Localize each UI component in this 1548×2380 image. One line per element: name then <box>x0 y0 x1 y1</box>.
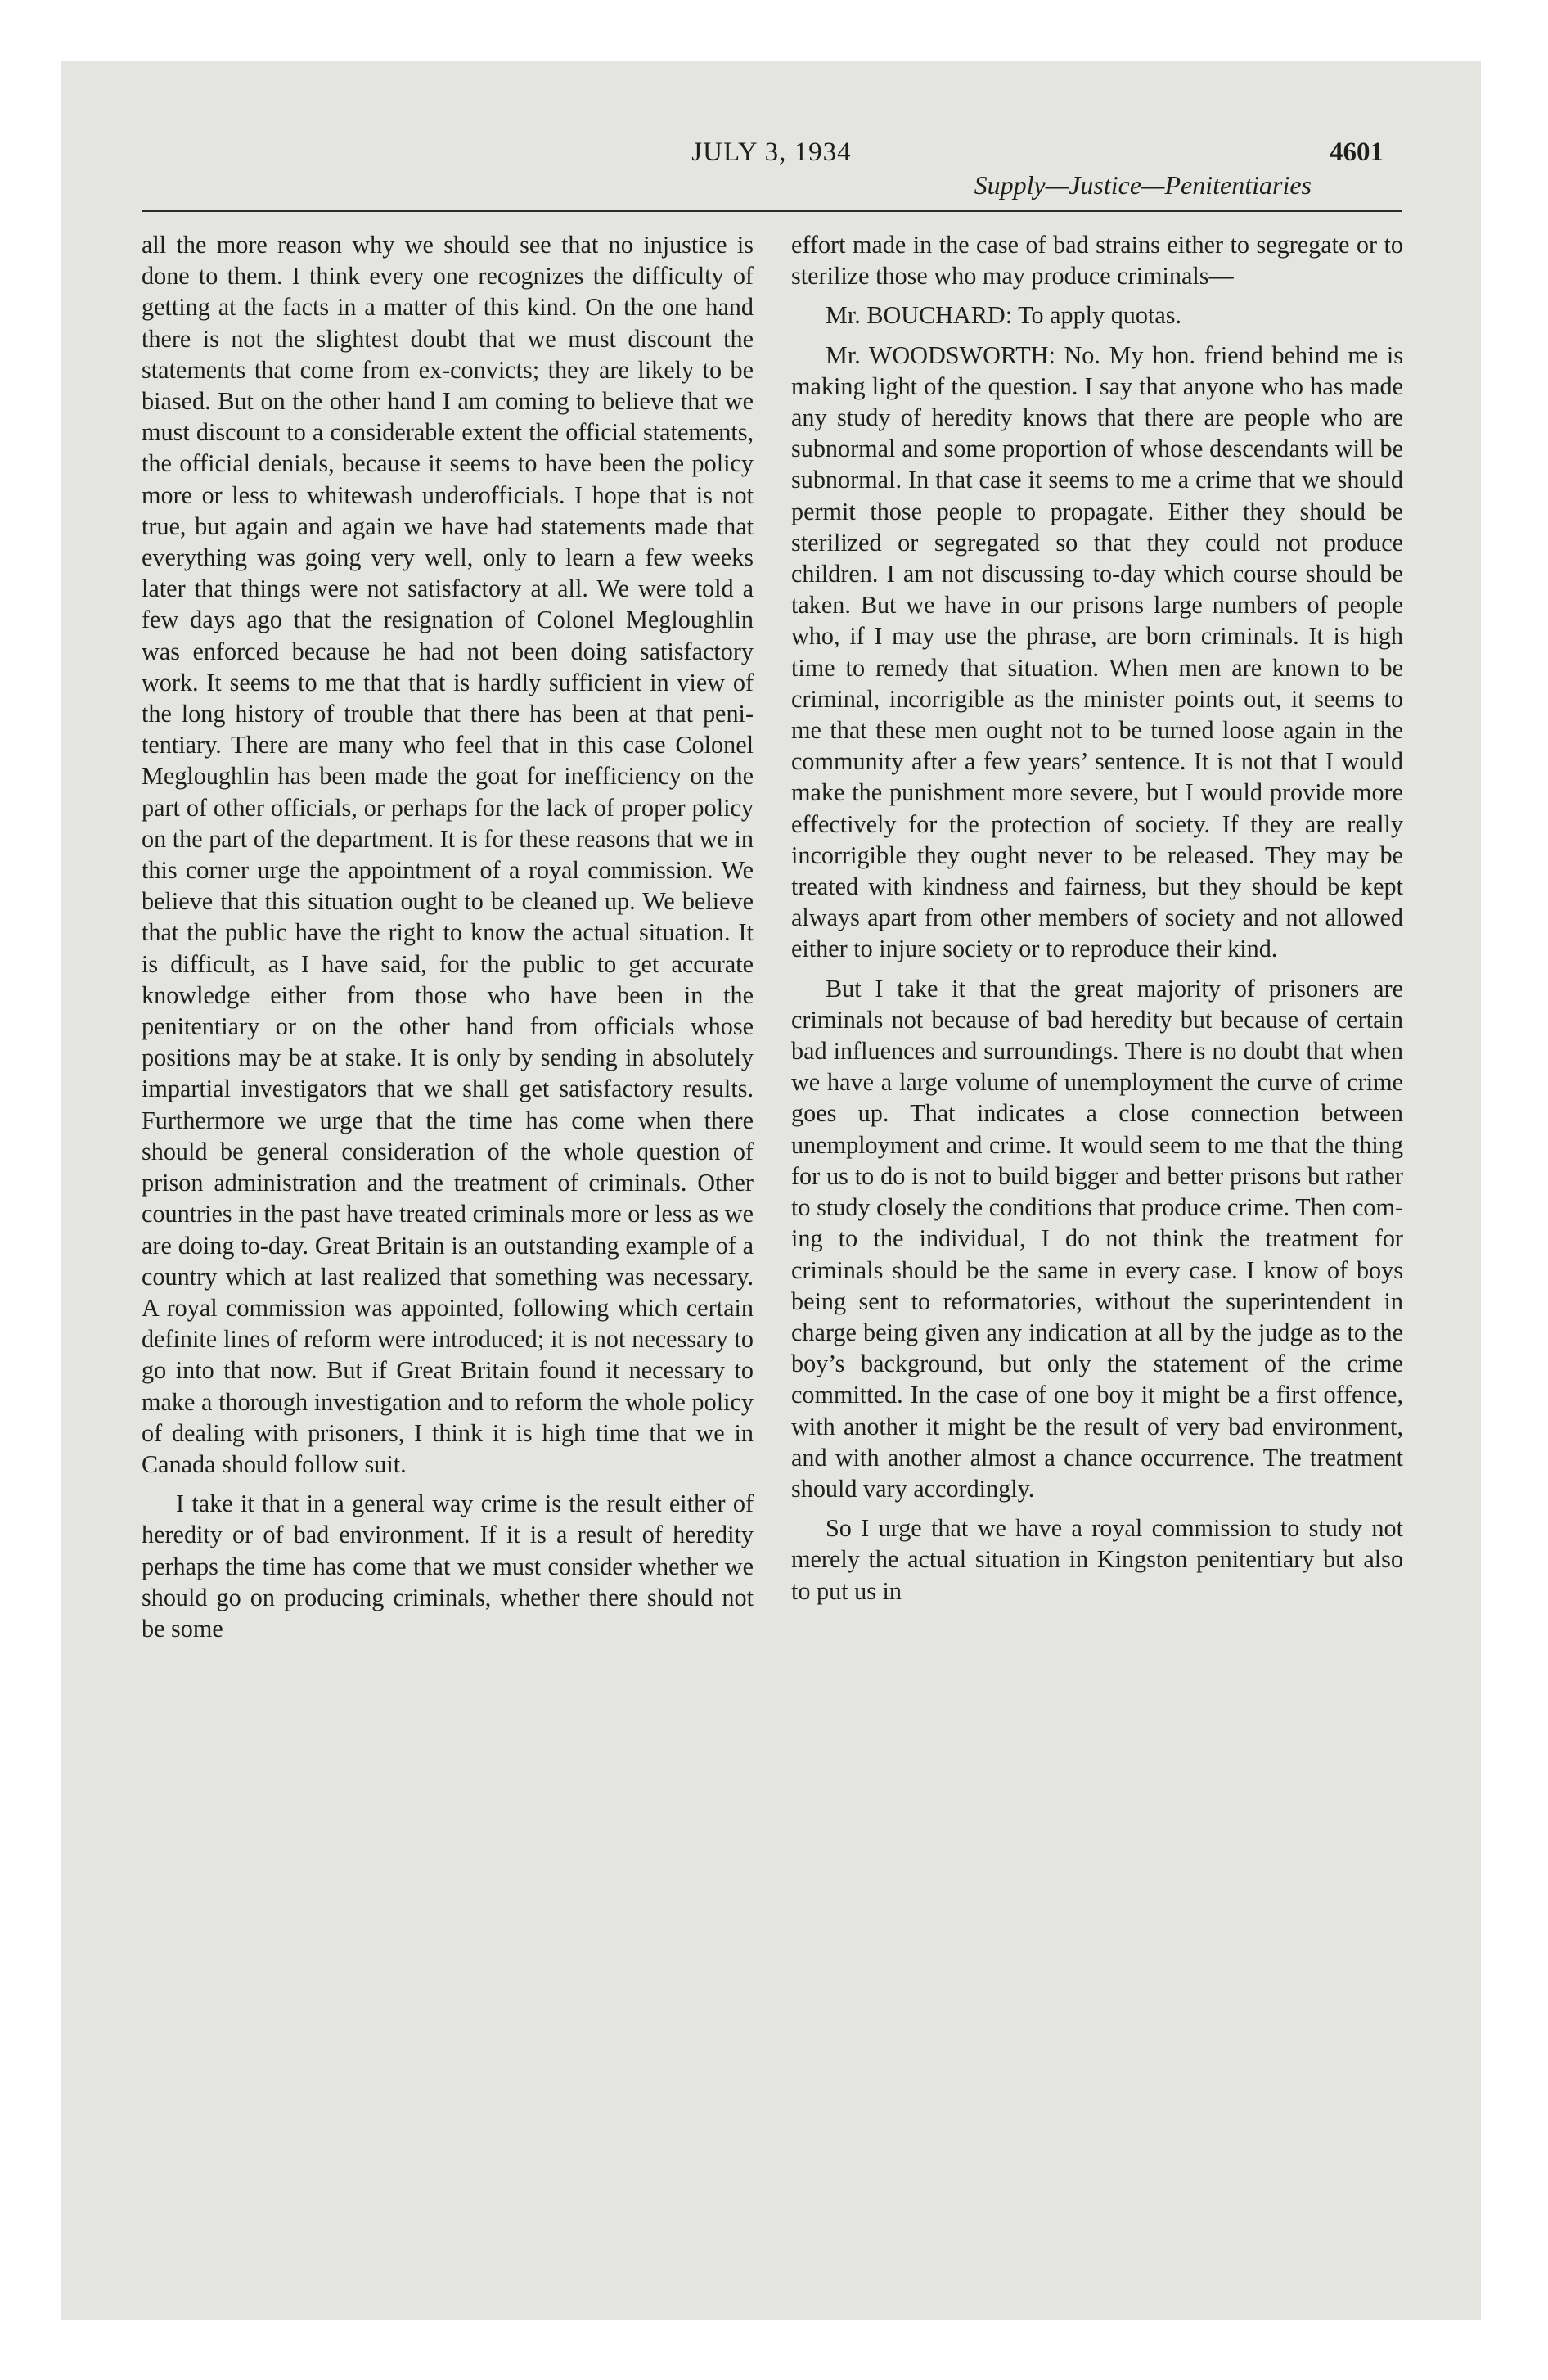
section-title: Supply—Justice—Penitentiaries <box>974 170 1312 200</box>
right-paragraph-4: But I take it that the great majority of prisoners are criminals not because of bad heredity but because of certain bad influences and surroundings. There is no doubt that when we have a large volume of unemployment the curve of crime goes up. That indicates a close connection between unemployment and crime. It would seem to me that the thing for us to do is not to build bigger and better prisons but rather to study closely the conditions that produce crime. Then coming to the individual, I do not think the treatment for criminals should be the same in every case. I know of boys being sent to reformatories, without the superintendent in charge being given any indication at all by the judge as to the boy’s background, but only the statement of the crime committed. In the case of one boy it might be a first offence, with another it might be the result of very bad environment, and with another almost a chance occurrence. The treatment should vary accordingly. <box>791 974 1403 1503</box>
running-head <box>142 123 1402 213</box>
page-number: 4601 <box>1330 137 1384 167</box>
left-column <box>142 229 754 1644</box>
right-paragraph-1: effort made in the case of bad strains either to segregate or to sterilize those who may produce criminals— <box>791 231 1403 291</box>
header-date: JULY 3, 1934 <box>691 137 852 167</box>
right-paragraph-bouchard: Mr. BOUCHARD: To apply quotas. <box>826 301 1182 330</box>
right-column <box>791 229 1403 1607</box>
left-paragraph-1: all the more reason why we should see that no injustice is done to them. I think every one recognizes the difficulty of getting at the facts in a matter of this kind. On the one hand there is not the slightest doubt that we must discount the statements that come from ex-convicts; they are likely to be biased. But on the other hand I am coming to believe that we must discount to a considerable extent the official statements, the official denials, because it seems to have been the policy more or less to whitewash underofficials. I hope that is not true, but again and again we have had statements made that everything was going very well, only to learn a few weeks later that things were not satisfactory at all. We were told a few days ago that the resignation of Colonel Megloughlin was enforced because he had not been doing satisfactory work. It seems to me that that is hardly sufficient in view of the long history of trouble that there has been at that penitentiary. There are many who feel that in this case Colonel Megloughlin has been made the goat for inefficiency on the part of other officials, or perhaps for the lack of proper policy on the part of the department. It is for these reasons that we in this corner urge the appointment of a royal commission. We believe that this situation ought to be cleaned up. We believe that the public have the right to know the actual situation. It is difficult, as I have said, for the public to get accurate knowledge either from those who have been in the penitentiary or on the other hand from officials whose positions may be at stake. It is only by sending in absolutely impartial investigators that we shall get satisfactory results. Furthermore we urge that the time has come when there should be general consideration of the whole question of prison administration and the treatment of criminals. Other countries in the past have treated criminals more or less as we are doing to-day. Great Britain is an outstanding example of a country which at last realized that something was necessary. A royal commission was appointed, following which certain definite lines of reform were introduced; it is not necessary to go into that now. But if Great Britain found it necessary to make a thorough investigation and to reform the whole policy of dealing with prisoners, I think it is high time that we in Canada should follow suit. <box>142 231 754 1478</box>
left-paragraph-2: I take it that in a general way crime is the result either of heredity or of bad environment. If it is a result of heredity perhaps the time has come that we must consider whether we should go on producing criminals, whether there should not be some <box>142 1490 754 1643</box>
header-rule <box>142 210 1402 212</box>
right-paragraph-woodsworth: Mr. WOODSWORTH: No. My hon. friend behind me is making light of the question. I say that anyone who has made any study of heredity knows that there are people who are subnormal and some proportion of whose descendants will be subnormal. In that case it seems to me a crime that we should permit those people to propagate. Either they should be sterilized or segregated so that they could not produce children. I am not discussing to-day which course should be taken. But we have in our prisons large numbers of people who, if I may use the phrase, are born criminals. It is high time to remedy that situation. When men are known to be criminal, incorrigible as the minister points out, it seems to me that these men ought not to be turned loose again in the community after a few years’ sentence. It is not that I would make the punishment more severe, but I would provide more effectively for the protection of society. If they are really incorrigible they ought never to be released. They may be treated with kindness and fairness, but they should be kept always apart from other members of society and not allowed either to injure society or to reproduce their kind. <box>791 340 1403 963</box>
right-paragraph-5: So I urge that we have a royal commission to study not merely the actual situation in Kingston penitentiary but also to put us in <box>791 1514 1403 1605</box>
